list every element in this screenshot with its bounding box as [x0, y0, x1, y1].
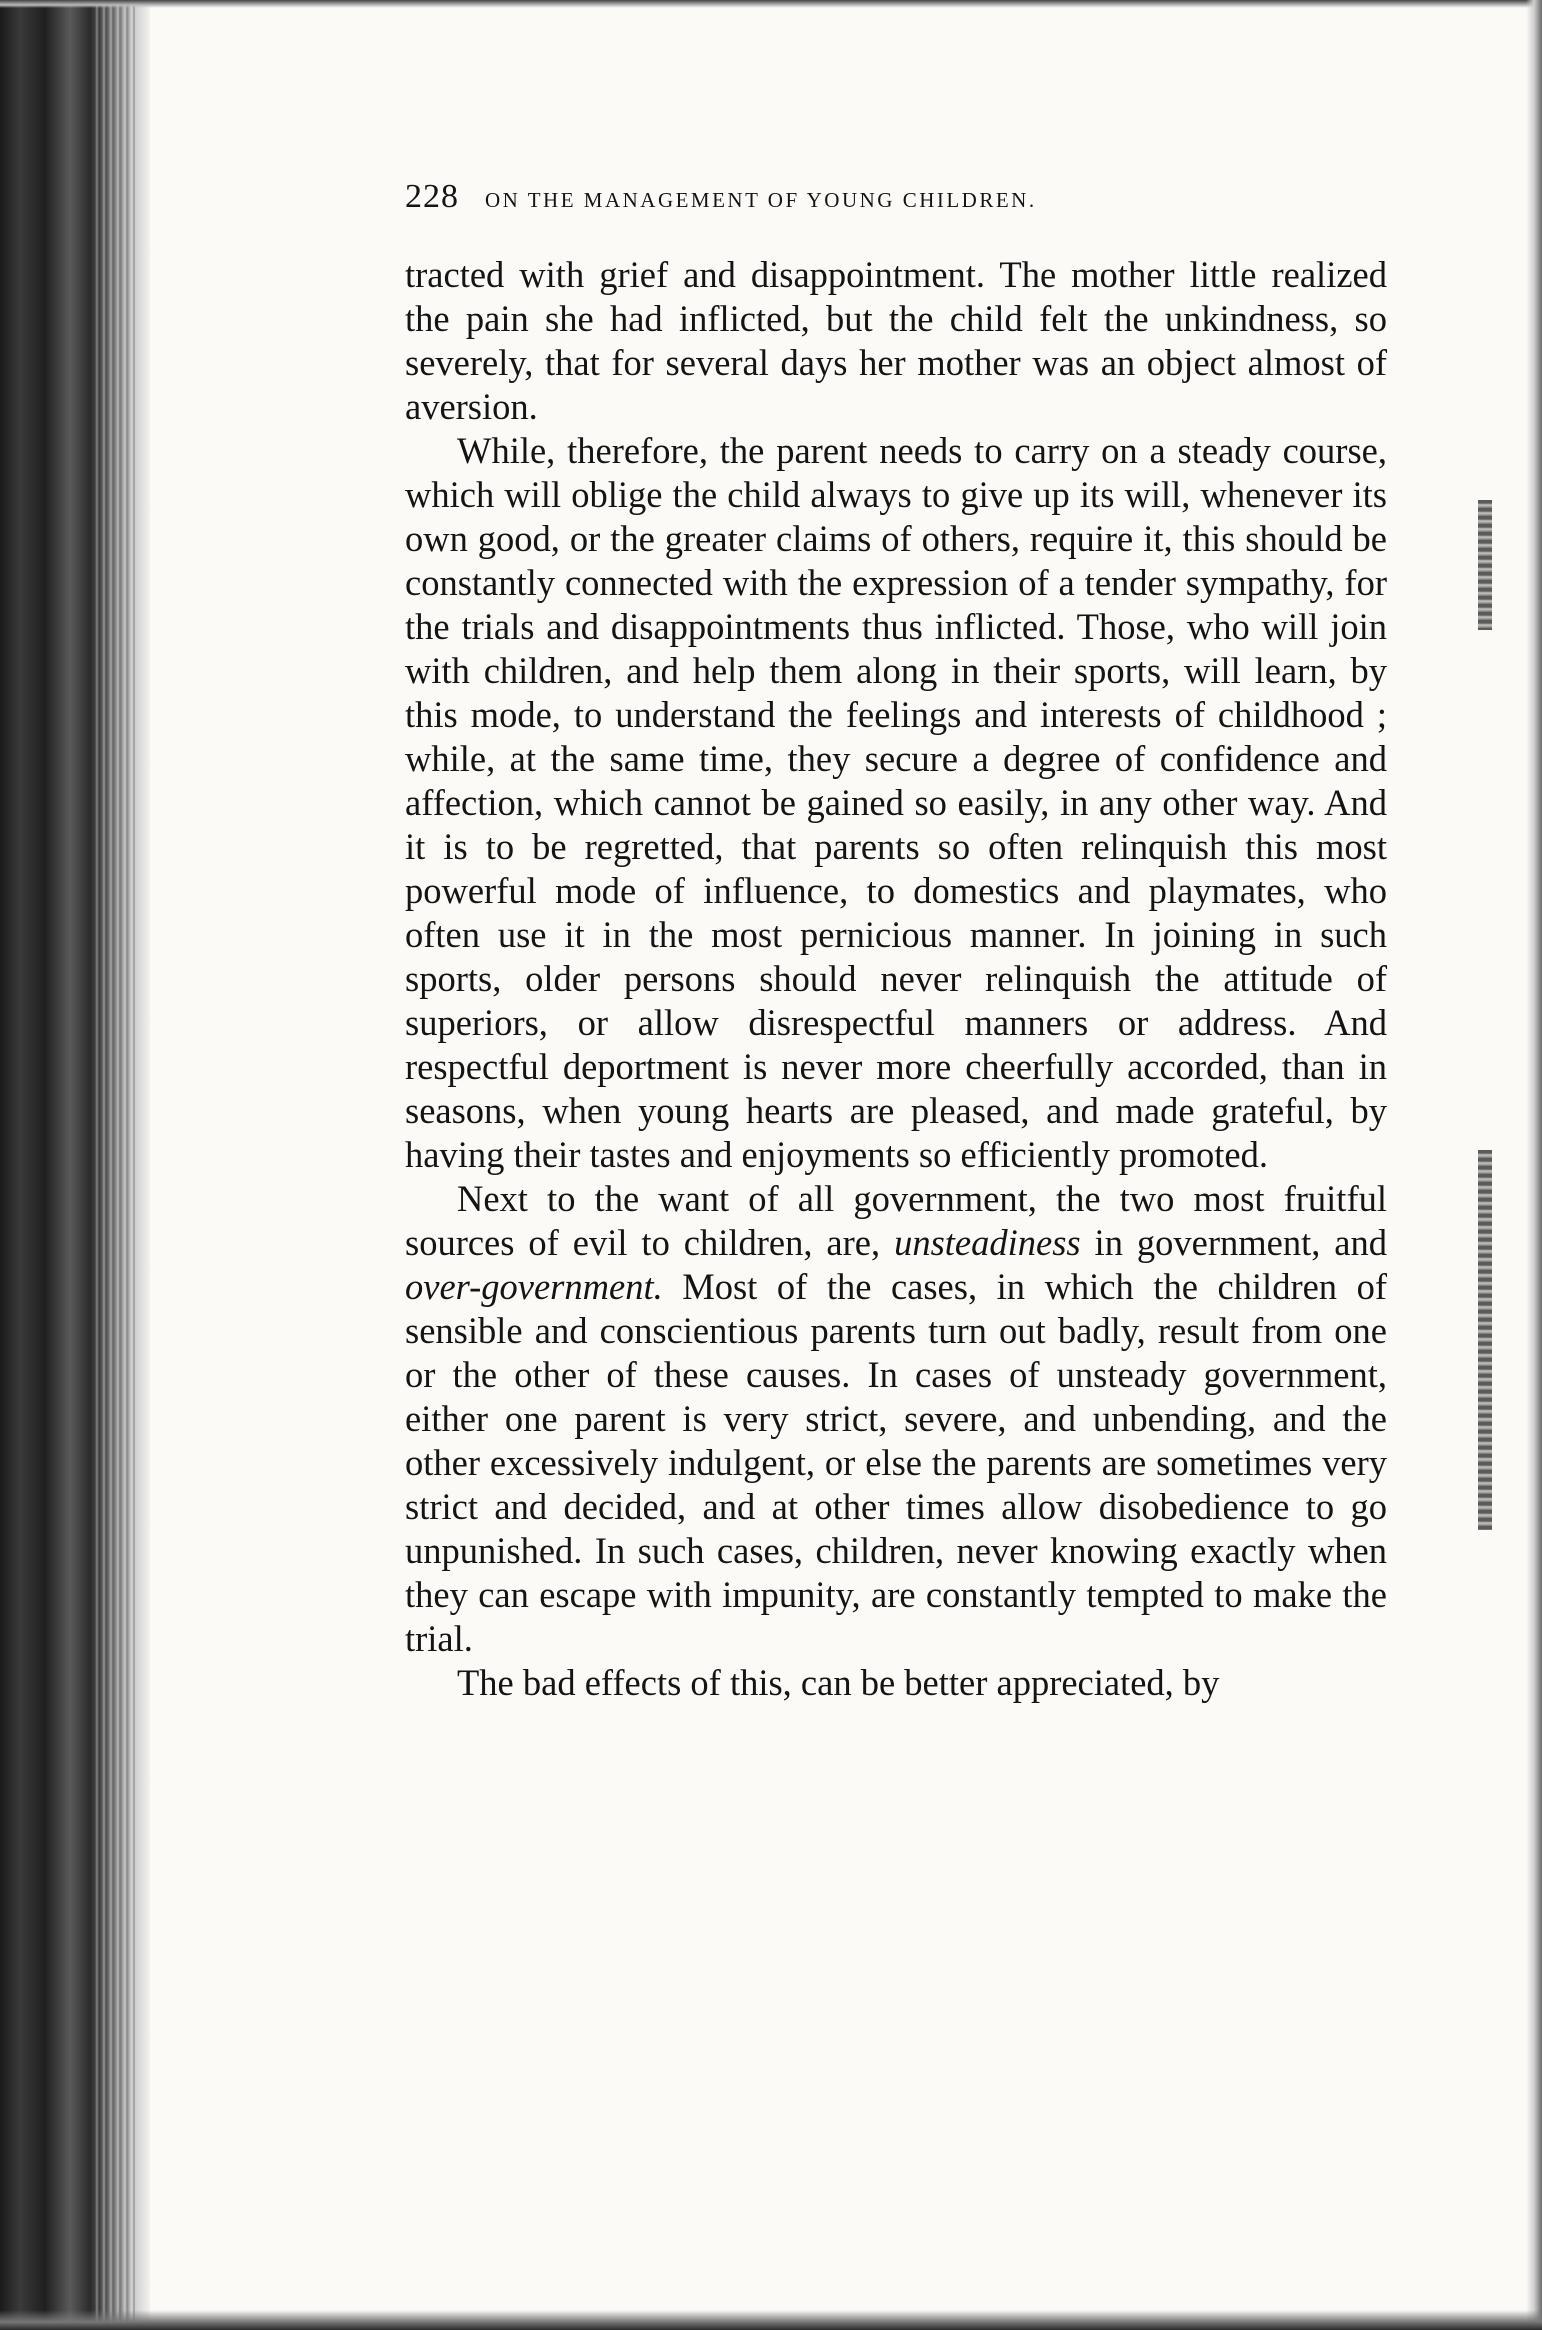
paragraph: tracted with grief and disappointment. The mother little realized the pain she had inflicted, but the child felt the unkindness, so severely, that for several days her mother was an object almost of aversion.	[405, 254, 1387, 427]
binding-shadow	[95, 0, 135, 2330]
paragraph-text: in government, and	[1080, 1222, 1387, 1263]
emphasis-text: over-government.	[405, 1266, 663, 1307]
paragraph-text: Next to the want of all government, the two most fruitful sources of evil to children, are,	[405, 1178, 1387, 1263]
margin-scan-artifact	[1478, 500, 1492, 630]
margin-scan-artifact	[1478, 1150, 1492, 1530]
page-right-edge	[1526, 0, 1542, 2330]
page-number: 228	[405, 178, 459, 215]
body-text	[405, 253, 1387, 1705]
page-bottom-edge	[0, 2310, 1542, 2330]
paragraph-text: Most of the cases, in which the children of sensible and conscientious parents turn out badly, result from one or the other of these causes. In cases of unsteady government, either one parent is very strict, severe, and unbending, and the other excessively indulgent, or else the parents are sometimes very strict and decided, and at other times allow disobedience to go unpunished. In such cases, children, never knowing exactly when they can escape with impunity, are constantly tempted to make the trial.	[405, 1266, 1387, 1659]
running-head: ON THE MANAGEMENT OF YOUNG CHILDREN.	[485, 188, 1037, 212]
paragraph: The bad effects of this, can be better appreciated, by	[457, 1662, 1220, 1703]
page-header	[405, 178, 1405, 218]
emphasis-text: unsteadiness	[894, 1222, 1081, 1263]
paragraph: While, therefore, the parent needs to carry on a steady course, which will oblige the child always to give up its will, whenever its own good, or the greater claims of others, require it, this should be constantly connected with the expression of a tender sympathy, for the trials and disappointments thus inflicted. Those, who will join with children, and help them along in their sports, will learn, by this mode, to understand the feelings and interests of childhood ; while, at the same time, they secure a degree of confidence and affection, which cannot be gained so easily, in any other way. And it is to be regretted, that parents so often relinquish this most powerful mode of influence, to domestics and playmates, who often use it in the most pernicious manner. In joining in such sports, older persons should never relinquish the attitude of superiors, or allow disrespectful manners or address. And respectful deportment is never more cheerfully accorded, than in seasons, when young hearts are pleased, and made grateful, by having their tastes and enjoyments so efficiently promoted.	[405, 430, 1387, 1175]
paragraph	[405, 1177, 1387, 1661]
page-top-edge	[0, 0, 1542, 8]
